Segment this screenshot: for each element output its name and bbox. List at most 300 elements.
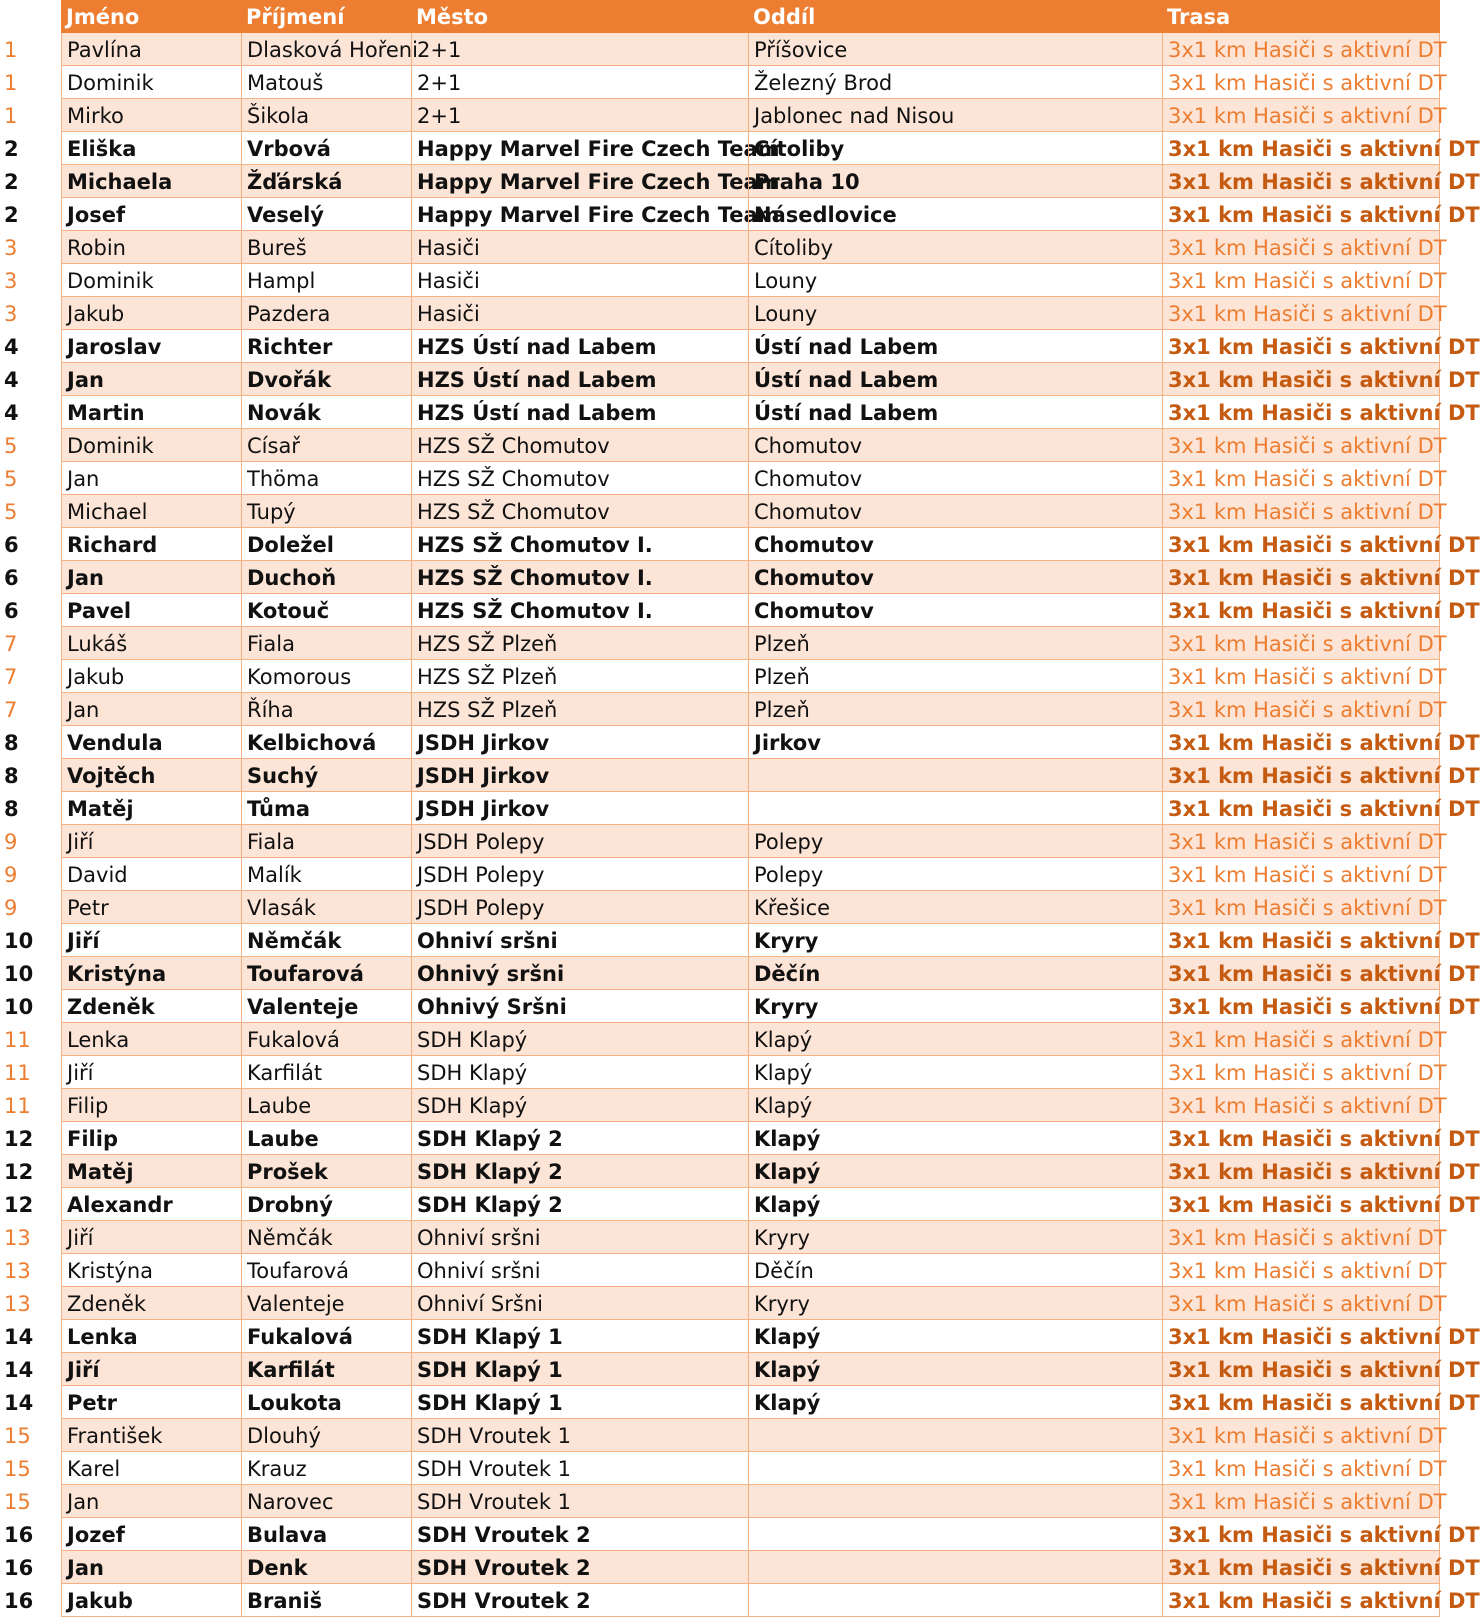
route-cell[interactable]: 3x1 km Hasiči s aktivní DT: [1162, 1188, 1440, 1221]
header-last-name[interactable]: Příjmení: [246, 5, 345, 29]
route-cell[interactable]: 3x1 km Hasiči s aktivní DT: [1162, 1452, 1440, 1485]
first-name-cell[interactable]: Jiří: [61, 1056, 241, 1089]
route-cell[interactable]: 3x1 km Hasiči s aktivní DT: [1162, 363, 1440, 396]
team-number-cell[interactable]: 2: [4, 170, 19, 194]
last-name-cell[interactable]: Dlasková Hořeni: [241, 33, 411, 66]
route-cell[interactable]: 3x1 km Hasiči s aktivní DT: [1162, 594, 1440, 627]
first-name-cell[interactable]: Robin: [61, 231, 241, 264]
first-name-cell[interactable]: Jiří: [61, 825, 241, 858]
route-cell[interactable]: 3x1 km Hasiči s aktivní DT: [1162, 1584, 1440, 1617]
first-name-cell[interactable]: Jakub: [61, 660, 241, 693]
route-cell[interactable]: 3x1 km Hasiči s aktivní DT: [1162, 759, 1440, 792]
table-row[interactable]: [0, 693, 1447, 726]
last-name-cell[interactable]: Bulava: [241, 1518, 411, 1551]
last-name-cell[interactable]: Valenteje: [241, 990, 411, 1023]
city-cell[interactable]: HZS Ústí nad Labem: [411, 396, 748, 429]
club-cell[interactable]: Chomutov: [748, 528, 1162, 561]
team-number-cell[interactable]: 16: [4, 1589, 34, 1613]
city-cell[interactable]: 2+1: [411, 33, 748, 66]
first-name-cell[interactable]: Jan: [61, 693, 241, 726]
club-cell[interactable]: [748, 1584, 1162, 1617]
team-number-cell[interactable]: 10: [4, 929, 34, 953]
club-cell[interactable]: [748, 1485, 1162, 1518]
club-cell[interactable]: Jirkov: [748, 726, 1162, 759]
route-cell[interactable]: 3x1 km Hasiči s aktivní DT: [1162, 1023, 1440, 1056]
first-name-cell[interactable]: Jan: [61, 561, 241, 594]
last-name-cell[interactable]: Loukota: [241, 1386, 411, 1419]
header-club[interactable]: Oddíl: [753, 5, 816, 29]
team-number-cell[interactable]: 7: [4, 632, 18, 656]
route-cell[interactable]: 3x1 km Hasiči s aktivní DT: [1162, 1089, 1440, 1122]
route-cell[interactable]: 3x1 km Hasiči s aktivní DT: [1162, 1254, 1440, 1287]
route-cell[interactable]: 3x1 km Hasiči s aktivní DT: [1162, 99, 1440, 132]
table-row[interactable]: [0, 891, 1447, 924]
team-number-cell[interactable]: 14: [4, 1358, 34, 1382]
club-cell[interactable]: [748, 792, 1162, 825]
team-number-cell[interactable]: 4: [4, 335, 19, 359]
team-number-cell[interactable]: 4: [4, 368, 19, 392]
first-name-cell[interactable]: Matěj: [61, 792, 241, 825]
last-name-cell[interactable]: Komorous: [241, 660, 411, 693]
route-cell[interactable]: 3x1 km Hasiči s aktivní DT: [1162, 198, 1440, 231]
club-cell[interactable]: Kryry: [748, 924, 1162, 957]
route-cell[interactable]: 3x1 km Hasiči s aktivní DT: [1162, 1485, 1440, 1518]
club-cell[interactable]: Klapý: [748, 1023, 1162, 1056]
club-cell[interactable]: Klapý: [748, 1155, 1162, 1188]
last-name-cell[interactable]: Richter: [241, 330, 411, 363]
first-name-cell[interactable]: Filip: [61, 1122, 241, 1155]
route-cell[interactable]: 3x1 km Hasiči s aktivní DT: [1162, 165, 1440, 198]
first-name-cell[interactable]: Jaroslav: [61, 330, 241, 363]
first-name-cell[interactable]: Jakub: [61, 1584, 241, 1617]
last-name-cell[interactable]: Tůma: [241, 792, 411, 825]
club-cell[interactable]: Kryry: [748, 1287, 1162, 1320]
table-row[interactable]: [0, 1518, 1480, 1551]
city-cell[interactable]: HZS SŽ Plzeň: [411, 693, 748, 726]
team-number-cell[interactable]: 6: [4, 566, 19, 590]
last-name-cell[interactable]: Malík: [241, 858, 411, 891]
team-number-cell[interactable]: 5: [4, 500, 18, 524]
last-name-cell[interactable]: Fukalová: [241, 1320, 411, 1353]
club-cell[interactable]: Ústí nad Labem: [748, 330, 1162, 363]
club-cell[interactable]: Kryry: [748, 1221, 1162, 1254]
last-name-cell[interactable]: Vlasák: [241, 891, 411, 924]
table-row[interactable]: [0, 1254, 1447, 1287]
first-name-cell[interactable]: Jan: [61, 363, 241, 396]
city-cell[interactable]: SDH Klapý 1: [411, 1386, 748, 1419]
first-name-cell[interactable]: Zdeněk: [61, 1287, 241, 1320]
team-number-cell[interactable]: 3: [4, 236, 18, 260]
team-number-cell[interactable]: 7: [4, 698, 18, 722]
last-name-cell[interactable]: Valenteje: [241, 1287, 411, 1320]
route-cell[interactable]: 3x1 km Hasiči s aktivní DT: [1162, 66, 1440, 99]
last-name-cell[interactable]: Fukalová: [241, 1023, 411, 1056]
table-row[interactable]: [0, 627, 1447, 660]
city-cell[interactable]: JSDH Jirkov: [411, 792, 748, 825]
table-row[interactable]: [0, 99, 1447, 132]
city-cell[interactable]: HZS SŽ Chomutov: [411, 429, 748, 462]
club-cell[interactable]: Železný Brod: [748, 66, 1162, 99]
route-cell[interactable]: 3x1 km Hasiči s aktivní DT: [1162, 891, 1440, 924]
route-cell[interactable]: 3x1 km Hasiči s aktivní DT: [1162, 1551, 1440, 1584]
city-cell[interactable]: HZS SŽ Chomutov I.: [411, 561, 748, 594]
first-name-cell[interactable]: Jakub: [61, 297, 241, 330]
team-number-cell[interactable]: 8: [4, 797, 19, 821]
last-name-cell[interactable]: Thöma: [241, 462, 411, 495]
first-name-cell[interactable]: František: [61, 1419, 241, 1452]
city-cell[interactable]: HZS Ústí nad Labem: [411, 363, 748, 396]
first-name-cell[interactable]: Jiří: [61, 1353, 241, 1386]
last-name-cell[interactable]: Krauz: [241, 1452, 411, 1485]
club-cell[interactable]: [748, 1452, 1162, 1485]
team-number-cell[interactable]: 1: [4, 38, 18, 62]
route-cell[interactable]: 3x1 km Hasiči s aktivní DT: [1162, 1320, 1440, 1353]
city-cell[interactable]: HZS SŽ Plzeň: [411, 627, 748, 660]
city-cell[interactable]: JSDH Jirkov: [411, 726, 748, 759]
table-row[interactable]: [0, 1419, 1447, 1452]
route-cell[interactable]: 3x1 km Hasiči s aktivní DT: [1162, 627, 1440, 660]
first-name-cell[interactable]: Lenka: [61, 1320, 241, 1353]
table-row[interactable]: [0, 1221, 1447, 1254]
club-cell[interactable]: Ústí nad Labem: [748, 396, 1162, 429]
club-cell[interactable]: Chomutov: [748, 594, 1162, 627]
city-cell[interactable]: SDH Klapý: [411, 1056, 748, 1089]
route-cell[interactable]: 3x1 km Hasiči s aktivní DT: [1162, 297, 1440, 330]
club-cell[interactable]: Chomutov: [748, 462, 1162, 495]
club-cell[interactable]: Klapý: [748, 1188, 1162, 1221]
table-row[interactable]: [0, 594, 1480, 627]
first-name-cell[interactable]: Dominik: [61, 429, 241, 462]
club-cell[interactable]: Kryry: [748, 990, 1162, 1023]
route-cell[interactable]: 3x1 km Hasiči s aktivní DT: [1162, 1353, 1440, 1386]
first-name-cell[interactable]: Lukáš: [61, 627, 241, 660]
club-cell[interactable]: Louny: [748, 264, 1162, 297]
table-row[interactable]: [0, 363, 1480, 396]
first-name-cell[interactable]: Karel: [61, 1452, 241, 1485]
team-number-cell[interactable]: 5: [4, 434, 18, 458]
table-row[interactable]: [0, 792, 1480, 825]
last-name-cell[interactable]: Fiala: [241, 627, 411, 660]
city-cell[interactable]: Hasiči: [411, 231, 748, 264]
city-cell[interactable]: HZS SŽ Plzeň: [411, 660, 748, 693]
city-cell[interactable]: SDH Klapý 1: [411, 1353, 748, 1386]
city-cell[interactable]: Ohniví Sršni: [411, 1287, 748, 1320]
city-cell[interactable]: SDH Vroutek 2: [411, 1584, 748, 1617]
table-row[interactable]: [0, 1023, 1447, 1056]
last-name-cell[interactable]: Tupý: [241, 495, 411, 528]
table-row[interactable]: [0, 1551, 1480, 1584]
last-name-cell[interactable]: Němčák: [241, 1221, 411, 1254]
route-cell[interactable]: 3x1 km Hasiči s aktivní DT: [1162, 990, 1440, 1023]
route-cell[interactable]: 3x1 km Hasiči s aktivní DT: [1162, 1056, 1440, 1089]
first-name-cell[interactable]: Kristýna: [61, 1254, 241, 1287]
route-cell[interactable]: 3x1 km Hasiči s aktivní DT: [1162, 1419, 1440, 1452]
route-cell[interactable]: 3x1 km Hasiči s aktivní DT: [1162, 660, 1440, 693]
last-name-cell[interactable]: Pazdera: [241, 297, 411, 330]
team-number-cell[interactable]: 2: [4, 203, 19, 227]
city-cell[interactable]: SDH Klapý: [411, 1023, 748, 1056]
city-cell[interactable]: SDH Klapý 2: [411, 1155, 748, 1188]
team-number-cell[interactable]: 14: [4, 1325, 34, 1349]
table-row[interactable]: [0, 1155, 1480, 1188]
first-name-cell[interactable]: Matěj: [61, 1155, 241, 1188]
first-name-cell[interactable]: Petr: [61, 891, 241, 924]
route-cell[interactable]: 3x1 km Hasiči s aktivní DT: [1162, 132, 1440, 165]
table-row[interactable]: [0, 1287, 1447, 1320]
route-cell[interactable]: 3x1 km Hasiči s aktivní DT: [1162, 1122, 1440, 1155]
last-name-cell[interactable]: Braniš: [241, 1584, 411, 1617]
route-cell[interactable]: 3x1 km Hasiči s aktivní DT: [1162, 495, 1440, 528]
team-number-cell[interactable]: 1: [4, 104, 18, 128]
table-row[interactable]: [0, 462, 1447, 495]
first-name-cell[interactable]: Jan: [61, 1485, 241, 1518]
table-row[interactable]: [0, 1188, 1480, 1221]
club-cell[interactable]: Děčín: [748, 1254, 1162, 1287]
route-cell[interactable]: 3x1 km Hasiči s aktivní DT: [1162, 1518, 1440, 1551]
city-cell[interactable]: Ohnivý sršni: [411, 957, 748, 990]
city-cell[interactable]: Hasiči: [411, 264, 748, 297]
city-cell[interactable]: SDH Vroutek 1: [411, 1485, 748, 1518]
club-cell[interactable]: [748, 1551, 1162, 1584]
first-name-cell[interactable]: Martin: [61, 396, 241, 429]
club-cell[interactable]: [748, 759, 1162, 792]
table-row[interactable]: [0, 528, 1480, 561]
club-cell[interactable]: Polepy: [748, 858, 1162, 891]
team-number-cell[interactable]: 16: [4, 1523, 34, 1547]
last-name-cell[interactable]: Dlouhý: [241, 1419, 411, 1452]
club-cell[interactable]: Jablonec nad Nisou: [748, 99, 1162, 132]
city-cell[interactable]: SDH Klapý 1: [411, 1320, 748, 1353]
route-cell[interactable]: 3x1 km Hasiči s aktivní DT: [1162, 1155, 1440, 1188]
table-row[interactable]: [0, 495, 1447, 528]
club-cell[interactable]: Klapý: [748, 1353, 1162, 1386]
last-name-cell[interactable]: Žďárská: [241, 165, 411, 198]
team-number-cell[interactable]: 6: [4, 533, 19, 557]
table-row[interactable]: [0, 1584, 1480, 1617]
team-number-cell[interactable]: 14: [4, 1391, 34, 1415]
team-number-cell[interactable]: 3: [4, 302, 18, 326]
route-cell[interactable]: 3x1 km Hasiči s aktivní DT: [1162, 924, 1440, 957]
city-cell[interactable]: JSDH Jirkov: [411, 759, 748, 792]
club-cell[interactable]: Klapý: [748, 1386, 1162, 1419]
last-name-cell[interactable]: Laube: [241, 1122, 411, 1155]
route-cell[interactable]: 3x1 km Hasiči s aktivní DT: [1162, 561, 1440, 594]
first-name-cell[interactable]: Mirko: [61, 99, 241, 132]
header-city[interactable]: Město: [416, 5, 489, 29]
first-name-cell[interactable]: Pavel: [61, 594, 241, 627]
table-row[interactable]: [0, 198, 1480, 231]
team-number-cell[interactable]: 7: [4, 665, 18, 689]
city-cell[interactable]: HZS SŽ Chomutov: [411, 462, 748, 495]
first-name-cell[interactable]: David: [61, 858, 241, 891]
club-cell[interactable]: Cítoliby: [748, 132, 1162, 165]
first-name-cell[interactable]: Eliška: [61, 132, 241, 165]
last-name-cell[interactable]: Prošek: [241, 1155, 411, 1188]
club-cell[interactable]: Křešice: [748, 891, 1162, 924]
last-name-cell[interactable]: Toufarová: [241, 957, 411, 990]
last-name-cell[interactable]: Denk: [241, 1551, 411, 1584]
last-name-cell[interactable]: Narovec: [241, 1485, 411, 1518]
table-row[interactable]: [0, 561, 1480, 594]
first-name-cell[interactable]: Vojtěch: [61, 759, 241, 792]
city-cell[interactable]: HZS SŽ Chomutov I.: [411, 594, 748, 627]
table-row[interactable]: [0, 1089, 1447, 1122]
club-cell[interactable]: Klapý: [748, 1089, 1162, 1122]
first-name-cell[interactable]: Michael: [61, 495, 241, 528]
first-name-cell[interactable]: Dominik: [61, 264, 241, 297]
table-row[interactable]: [0, 990, 1480, 1023]
city-cell[interactable]: JSDH Polepy: [411, 858, 748, 891]
city-cell[interactable]: Ohniví sršni: [411, 1254, 748, 1287]
route-cell[interactable]: 3x1 km Hasiči s aktivní DT: [1162, 1221, 1440, 1254]
route-cell[interactable]: 3x1 km Hasiči s aktivní DT: [1162, 1287, 1440, 1320]
table-row[interactable]: [0, 429, 1447, 462]
table-row[interactable]: [0, 1320, 1480, 1353]
club-cell[interactable]: [748, 1518, 1162, 1551]
team-number-cell[interactable]: 5: [4, 467, 18, 491]
city-cell[interactable]: SDH Vroutek 2: [411, 1551, 748, 1584]
club-cell[interactable]: Plzeň: [748, 660, 1162, 693]
last-name-cell[interactable]: Drobný: [241, 1188, 411, 1221]
club-cell[interactable]: Klapý: [748, 1122, 1162, 1155]
team-number-cell[interactable]: 15: [4, 1490, 31, 1514]
last-name-cell[interactable]: Laube: [241, 1089, 411, 1122]
last-name-cell[interactable]: Němčák: [241, 924, 411, 957]
club-cell[interactable]: Klapý: [748, 1056, 1162, 1089]
table-row[interactable]: [0, 66, 1447, 99]
last-name-cell[interactable]: Šikola: [241, 99, 411, 132]
first-name-cell[interactable]: Jiří: [61, 924, 241, 957]
first-name-cell[interactable]: Pavlína: [61, 33, 241, 66]
city-cell[interactable]: Happy Marvel Fire Czech Team: [411, 132, 748, 165]
team-number-cell[interactable]: 8: [4, 764, 19, 788]
route-cell[interactable]: 3x1 km Hasiči s aktivní DT: [1162, 528, 1440, 561]
club-cell[interactable]: [748, 1419, 1162, 1452]
route-cell[interactable]: 3x1 km Hasiči s aktivní DT: [1162, 231, 1440, 264]
first-name-cell[interactable]: Josef: [61, 198, 241, 231]
city-cell[interactable]: JSDH Polepy: [411, 825, 748, 858]
club-cell[interactable]: Násedlovice: [748, 198, 1162, 231]
city-cell[interactable]: HZS SŽ Chomutov: [411, 495, 748, 528]
table-row[interactable]: [0, 924, 1480, 957]
city-cell[interactable]: SDH Klapý 2: [411, 1122, 748, 1155]
last-name-cell[interactable]: Toufarová: [241, 1254, 411, 1287]
table-row[interactable]: [0, 726, 1480, 759]
route-cell[interactable]: 3x1 km Hasiči s aktivní DT: [1162, 330, 1440, 363]
club-cell[interactable]: Praha 10: [748, 165, 1162, 198]
club-cell[interactable]: Ústí nad Labem: [748, 363, 1162, 396]
table-row[interactable]: [0, 660, 1447, 693]
city-cell[interactable]: SDH Klapý 2: [411, 1188, 748, 1221]
team-number-cell[interactable]: 12: [4, 1127, 34, 1151]
route-cell[interactable]: 3x1 km Hasiči s aktivní DT: [1162, 429, 1440, 462]
city-cell[interactable]: 2+1: [411, 99, 748, 132]
route-cell[interactable]: 3x1 km Hasiči s aktivní DT: [1162, 957, 1440, 990]
club-cell[interactable]: Chomutov: [748, 561, 1162, 594]
table-row[interactable]: [0, 1452, 1447, 1485]
club-cell[interactable]: Děčín: [748, 957, 1162, 990]
last-name-cell[interactable]: Matouš: [241, 66, 411, 99]
city-cell[interactable]: HZS SŽ Chomutov I.: [411, 528, 748, 561]
city-cell[interactable]: SDH Vroutek 1: [411, 1419, 748, 1452]
team-number-cell[interactable]: 11: [4, 1028, 31, 1052]
team-number-cell[interactable]: 4: [4, 401, 19, 425]
team-number-cell[interactable]: 3: [4, 269, 18, 293]
club-cell[interactable]: Chomutov: [748, 429, 1162, 462]
first-name-cell[interactable]: Kristýna: [61, 957, 241, 990]
club-cell[interactable]: Cítoliby: [748, 231, 1162, 264]
route-cell[interactable]: 3x1 km Hasiči s aktivní DT: [1162, 264, 1440, 297]
team-number-cell[interactable]: 9: [4, 830, 18, 854]
team-number-cell[interactable]: 13: [4, 1259, 31, 1283]
team-number-cell[interactable]: 11: [4, 1094, 31, 1118]
table-row[interactable]: [0, 759, 1480, 792]
club-cell[interactable]: Louny: [748, 297, 1162, 330]
first-name-cell[interactable]: Petr: [61, 1386, 241, 1419]
last-name-cell[interactable]: Dvořák: [241, 363, 411, 396]
table-row[interactable]: [0, 825, 1447, 858]
route-cell[interactable]: 3x1 km Hasiči s aktivní DT: [1162, 693, 1440, 726]
last-name-cell[interactable]: Kelbichová: [241, 726, 411, 759]
first-name-cell[interactable]: Richard: [61, 528, 241, 561]
team-number-cell[interactable]: 15: [4, 1424, 31, 1448]
route-cell[interactable]: 3x1 km Hasiči s aktivní DT: [1162, 33, 1440, 66]
team-number-cell[interactable]: 12: [4, 1193, 34, 1217]
club-cell[interactable]: Polepy: [748, 825, 1162, 858]
city-cell[interactable]: Ohnivý Sršni: [411, 990, 748, 1023]
team-number-cell[interactable]: 11: [4, 1061, 31, 1085]
table-row[interactable]: [0, 231, 1447, 264]
team-number-cell[interactable]: 16: [4, 1556, 34, 1580]
team-number-cell[interactable]: 12: [4, 1160, 34, 1184]
table-row[interactable]: [0, 33, 1447, 66]
route-cell[interactable]: 3x1 km Hasiči s aktivní DT: [1162, 462, 1440, 495]
first-name-cell[interactable]: Alexandr: [61, 1188, 241, 1221]
last-name-cell[interactable]: Hampl: [241, 264, 411, 297]
club-cell[interactable]: Příšovice: [748, 33, 1162, 66]
route-cell[interactable]: 3x1 km Hasiči s aktivní DT: [1162, 726, 1440, 759]
table-row[interactable]: [0, 1056, 1447, 1089]
team-number-cell[interactable]: 1: [4, 71, 18, 95]
last-name-cell[interactable]: Doležel: [241, 528, 411, 561]
city-cell[interactable]: JSDH Polepy: [411, 891, 748, 924]
team-number-cell[interactable]: 15: [4, 1457, 31, 1481]
last-name-cell[interactable]: Vrbová: [241, 132, 411, 165]
team-number-cell[interactable]: 10: [4, 962, 34, 986]
club-cell[interactable]: Chomutov: [748, 495, 1162, 528]
table-row[interactable]: [0, 396, 1480, 429]
table-row[interactable]: [0, 165, 1480, 198]
city-cell[interactable]: Happy Marvel Fire Czech Team: [411, 165, 748, 198]
first-name-cell[interactable]: Jan: [61, 1551, 241, 1584]
city-cell[interactable]: Ohniví sršni: [411, 1221, 748, 1254]
route-cell[interactable]: 3x1 km Hasiči s aktivní DT: [1162, 792, 1440, 825]
last-name-cell[interactable]: Veselý: [241, 198, 411, 231]
first-name-cell[interactable]: Vendula: [61, 726, 241, 759]
team-number-cell[interactable]: 6: [4, 599, 19, 623]
city-cell[interactable]: SDH Vroutek 1: [411, 1452, 748, 1485]
first-name-cell[interactable]: Filip: [61, 1089, 241, 1122]
header-first-name[interactable]: Jméno: [66, 5, 140, 29]
route-cell[interactable]: 3x1 km Hasiči s aktivní DT: [1162, 858, 1440, 891]
last-name-cell[interactable]: Karfilát: [241, 1056, 411, 1089]
last-name-cell[interactable]: Císař: [241, 429, 411, 462]
last-name-cell[interactable]: Suchý: [241, 759, 411, 792]
header-route[interactable]: Trasa: [1167, 5, 1231, 29]
last-name-cell[interactable]: Karfilát: [241, 1353, 411, 1386]
first-name-cell[interactable]: Jozef: [61, 1518, 241, 1551]
table-row[interactable]: [0, 858, 1447, 891]
